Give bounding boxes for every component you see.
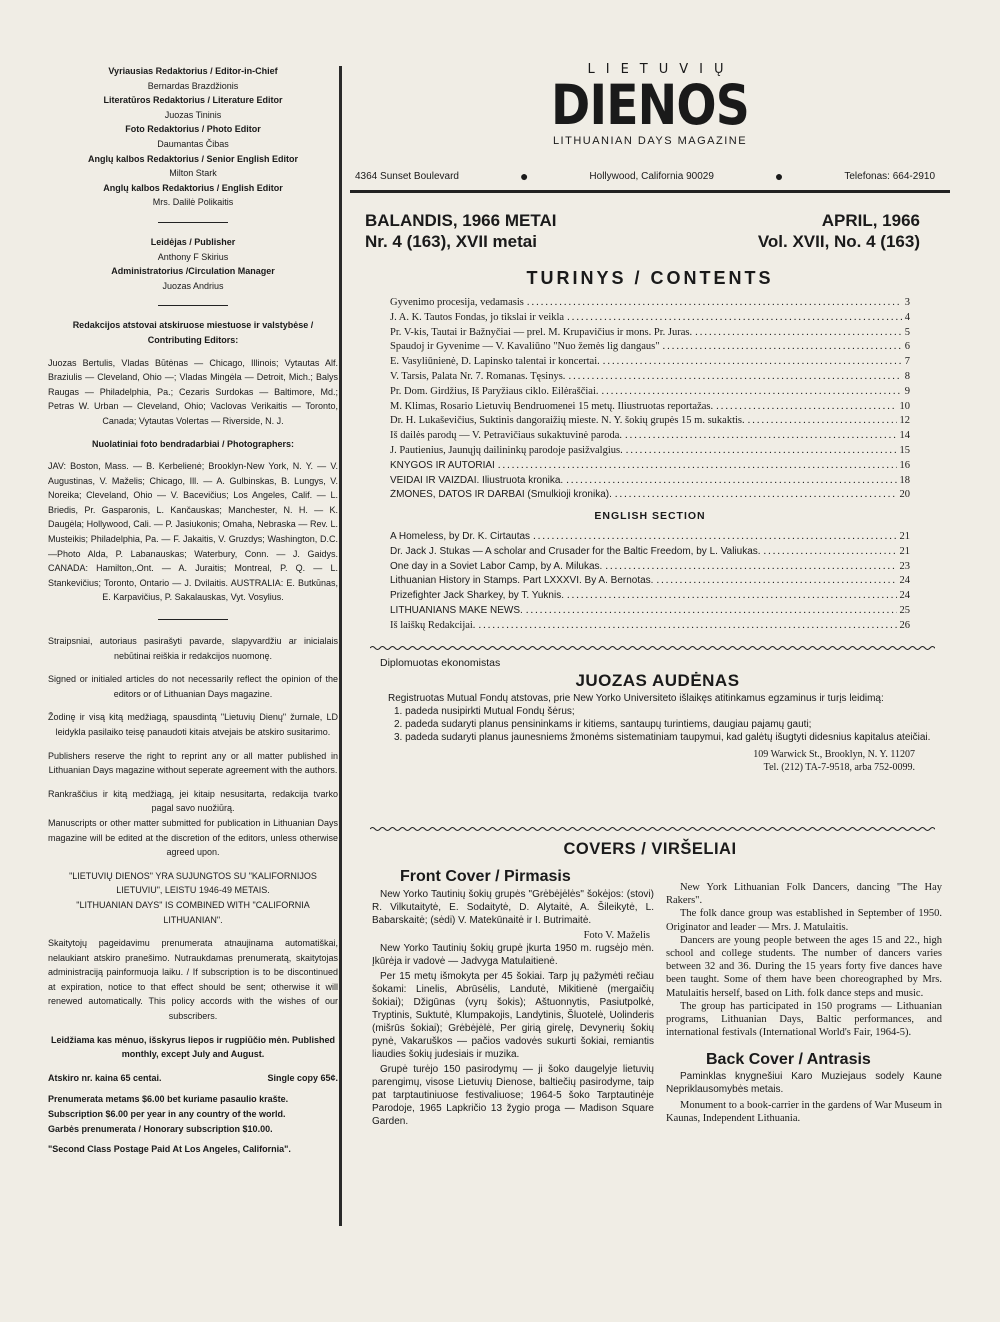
staff-name: Daumantas Čibas <box>157 138 229 149</box>
note-subscription: Skaitytojų pageidavimu prenumerata atnaujinama automatiškai, nelaukiant atskiro pranešimo. Nutraukdamas prenumeratą, skaitytojas administraciją painformuoja laiku. / If subscription is to be discontinued at expiration, notice to that effect should be sent; otherwise it will renewed automatically. This policy accords with the wishes of our subscribers. <box>48 938 338 1022</box>
price-en: Single copy 65¢. <box>267 1072 338 1083</box>
back-cover-caption-en: Monument to a book-carrier in the gardens of War Museum in Kaunas, Independent Lithuania. <box>666 1100 942 1125</box>
contents-item[interactable]: V. Tarsis, Palata Nr. 7. Romanas. Tęsinys. ..... 8 <box>390 371 910 386</box>
staff-role: Anglų kalbos Redaktorius / Senior English Editor <box>87 153 299 164</box>
masthead-logo: DIENOS <box>551 73 749 137</box>
staff-name: Juozas Andrius <box>162 280 224 291</box>
phone-number: Telefonas: 664-2910 <box>844 171 935 182</box>
address-bar <box>355 168 935 184</box>
contents-item[interactable]: Iš dailės parodų — V. Petravičiaus sukaktuvinė paroda. ..... 14 <box>390 430 910 445</box>
editorial-staff <box>48 64 338 210</box>
publisher-block <box>48 235 338 293</box>
issue-date-row <box>365 211 920 231</box>
front-cover-text-en: The group has participated in 150 programs — Lithuanian programs, Lithuanian Days, Baltic performances, and international festivals (International World's Fair, 1964-5). <box>666 1000 942 1039</box>
column-divider <box>339 66 342 1226</box>
issue-date-lt: BALANDIS, 1966 METAI <box>365 211 557 230</box>
covers-title: COVERS / VIRŠELIAI <box>563 840 737 858</box>
staff-name: Milton Stark <box>169 168 217 179</box>
note-lt: Straipsniai, autoriaus pasirašyti pavarde, slapyvardžiu ar inicialais nebūtinai reiškia ir redakcijos nuomonę. <box>48 636 338 661</box>
advertisement <box>380 657 935 774</box>
ad-item: 1. padeda nusipirkti Mutual Fondų šėrus; <box>394 706 575 717</box>
back-cover-heading: Back Cover / Antrasis <box>706 1051 871 1069</box>
subscription-line: Prenumerata metams $6.00 bet kuriame pasaulio krašte. <box>48 1094 289 1105</box>
issue-number-lt: Nr. 4 (163), XVII metai <box>365 232 537 251</box>
staff-column <box>48 64 338 1157</box>
contents-item[interactable]: One day in a Soviet Labor Camp, by A. Milukas. ..... 23 <box>390 561 910 576</box>
bullet-icon: ● <box>774 168 784 184</box>
staff-name: Juozas Tininis <box>164 109 222 120</box>
note-merger: "LIETUVIŲ DIENOS" YRA SUJUNGTOS SU "KALIFORNIJOS LIETUVIU", LEISTU 1946-49 METAIS. "LITHUANIAN DAYS" IS COMBINED WITH "CALIFORNIA LITHUANIAN". <box>69 870 317 925</box>
contents-item[interactable]: J. A. K. Tautos Fondas, jo tikslai ir veikla ..... 4 <box>390 312 910 327</box>
wavy-divider <box>370 826 935 832</box>
staff-role: Literatūros Redaktorius / Literature Editor <box>103 95 283 106</box>
contents-item[interactable]: J. Pautienius, Jaunųjų dailininkų parodoje pasižvalgius. ..... 15 <box>390 445 910 460</box>
english-contents-list <box>390 531 910 635</box>
note-en: Publishers reserve the right to reprint any or all matter published in Lithuanian Days magazine without seperate agreement with the authors. <box>48 750 338 776</box>
staff-name: Bernardas Brazdžionis <box>147 80 239 91</box>
subscription-line: Subscription $6.00 per year in any country of the world. <box>48 1109 286 1120</box>
wavy-divider <box>370 645 935 651</box>
divider <box>158 222 228 223</box>
contributors-heading: Redakcijos atstovai atskiruose miestuose ir valstybėse / Contributing Editors: <box>72 320 314 345</box>
front-cover-text: Grupė turėjo 150 pasirodymų — ji šoko daugelyje lietuvių parengimų, visose Lietuvių Dienose, baltiečių pasirodyme, taip pat tarptautiniuose festivaliuose; 1964-5 šoko Tarptautinėje Parodoje, 1965 Lapkričio 13 žygio proga — Madison Square Garden. <box>372 1064 654 1127</box>
contents-item[interactable]: LITHUANIANS MAKE NEWS. ..... 25 <box>390 605 910 620</box>
postage-note: "Second Class Postage Paid At Los Angeles, California". <box>48 1144 291 1155</box>
bullet-icon: ● <box>519 168 529 184</box>
masthead-rule <box>350 190 950 193</box>
contents-item[interactable]: A Homeless, by Dr. K. Cirtautas ..... 21 <box>390 531 910 546</box>
back-cover-caption-lt: Paminklas knygnešiui Karo Muziejaus sodely Kaune Nepriklausomybės metais. <box>666 1070 942 1095</box>
contents-item[interactable]: Lithuanian History in Stamps. Part LXXXVI. By A. Bernotas. ..... 24 <box>390 575 910 590</box>
staff-name: Anthony F Skirius <box>157 251 229 262</box>
front-cover-text: New Yorko Tautinių šokių grupė įkurta 1950 m. rugsėjo mėn. Įkūrėja ir vadovė — Jadvyga Matulaitienė. <box>372 943 654 967</box>
masthead <box>350 62 950 147</box>
contents-item[interactable]: Prizefighter Jack Sharkey, by T. Yuknis. ..... 24 <box>390 590 910 605</box>
staff-role: Administratorius /Circulation Manager <box>111 266 275 277</box>
issue-number-row <box>365 232 920 252</box>
right-cover-column <box>666 881 942 1125</box>
front-cover-column <box>372 870 654 1130</box>
contents-item[interactable]: Gyvenimo procesija, vedamasis ..... 3 <box>390 297 910 312</box>
english-section-heading: ENGLISH SECTION <box>594 510 706 522</box>
contents-item[interactable]: Iš laiškų Redakcijai. ..... 26 <box>390 620 910 635</box>
subscription-line: Garbės prenumerata / Honorary subscription $10.00. <box>48 1123 273 1134</box>
front-cover-text: Per 15 metų išmokyta per 45 šokiai. Tarp jų pažymėti rečiau šokami: Linelis, Abrūsėlis, Landutė, Mikitienė (mergaičių šokiai); Džigūnas (vyrų šokis); Aštuonnytis, Pasiutpolkė, Tryptinis, Suktutė, Klumpakojis, Landytinis, Šluotelė, Uolinderis (mišrūs šokiai); Grėbėjėlė, Per girią girelę, Devynerių šokių pynė, Vakaruškos — pačios vadovės sukurti šokiai, remiantis liaudies šokių judesiais ir muzika. <box>372 971 654 1060</box>
contents-item[interactable]: Dr. H. Lukaševičius, Suktinis dangoraižių mieste. N. Y. šokių grupės 15 m. sukaktis. ..... 12 <box>390 415 910 430</box>
contents-list <box>390 297 910 504</box>
ad-address: 109 Warwick St., Brooklyn, N. Y. 11207 <box>753 749 915 760</box>
divider <box>158 305 228 306</box>
ad-item: 3. padeda sudaryti planus jaunesniems žmonėms sistematiniam taupymui, kad galėtų išugtyti didesnius kapitalus ateičiai. <box>394 732 931 743</box>
price-lt: Atskiro nr. kaina 65 centai. <box>48 1072 162 1083</box>
photographers-heading: Nuolatiniai foto bendradarbiai / Photographers: <box>91 439 294 450</box>
contents-item[interactable]: ŽMONĖS, DATOS IR DARBAI (Smulkioji kronika). ..... 20 <box>390 489 910 504</box>
ad-item: 2. padeda sudaryti planus pensininkams ir kitiems, santaupų turintiems, daugiau pajamų gauti; <box>394 719 812 730</box>
contents-item[interactable]: Pr. V-kis, Tautai ir Bažnyčiai — prel. M. Krupavičius ir mons. Pr. Juras. ..... 5 <box>390 327 910 342</box>
photo-credit: Foto V. Maželis <box>583 930 650 941</box>
subscription-rates <box>48 1092 338 1136</box>
front-cover-text-en: Dancers are young people between the ages 15 and 22., high school and college students. The number of dancers varies between 32 and 36. During the 15 years forty five dances have been taught. Some of them have been choreographed by Mrs. Matulaitis herself, based on Lith. folk dance steps and music. <box>666 934 942 999</box>
contents-title: TURINYS / CONTENTS <box>526 268 774 288</box>
front-cover-heading: Front Cover / Pirmasis <box>400 868 571 885</box>
ad-text: Registruotas Mutual Fondų atstovas, prie New Yorko Universiteto išlaikęs atitinkamus egzaminus ir turįs leidimą: <box>388 693 884 704</box>
masthead-lietuviu: LIETUVIŲ <box>587 62 735 77</box>
note-lt: Žodinę ir visą kitą medžiagą, spausdintą "Lietuvių Dienų" žurnale, LD leidykla pasilaiko teisę panaudoti kitais atvejais be atskiro susitarimo. <box>48 712 338 737</box>
note-manuscripts: Rankraščius ir kitą medžiagą, jei kitaip nesusitarta, redakcija tvarko pagal savo nuožiūrą. Manuscripts or other matter submitted for publication in Lithuanian Days magazine will be edited at the discretion of the editors, unless otherwise agreed upon. <box>48 788 338 858</box>
price-row <box>48 1071 338 1086</box>
staff-role: Anglų kalbos Redaktorius / English Editor <box>103 182 283 193</box>
contents-item[interactable]: E. Vasyliūnienė, D. Lapinsko talentai ir koncertai. ..... 7 <box>390 356 910 371</box>
staff-role: Foto Redaktorius / Photo Editor <box>125 124 261 135</box>
photographers-text: JAV: Boston, Mass. — B. Kerbelienė; Brooklyn-New York, N. Y. — V. Augustinas, V. Maželis; Chicago, Ill. — A. Gulbinskas, B. Lungys, V. Noreika; Cleveland, Ohio — V. Bacevičius; Los Angeles, Calif. — L. Briedis, Pr. Gasparonis, L. Kančauskas; Manchester, N. H. — K. Daugėla; Hollywood, Cali. — P. Jasiukonis; Omaha, Nebraska — Rev. L. Musteikis; Philadelphia, Pa. — F. Jakaitis, V. Gruzdys; Washington, D.C. —Photo Alda, P. Labanauskas; Waterbury, Conn. — J. Gaidys. CANADA: Hamilton,.Ont. — A. Juraitis; Montreal, P. Q. — L. Stankevičius; Toronto, Ontario — J. Dvilaitis. AUSTRALIA: E. Butkūnas, E. Karpavičius, P. Sakalauskas, Vyt. Vosylius. <box>48 461 338 603</box>
contents-item[interactable]: Dr. Jack J. Stukas — A scholar and Crusader for the Baltic Freedom, by L. Valiukas. ..... 21 <box>390 546 910 561</box>
ad-phone: Tel. (212) TA-7-9518, arba 752-0099. <box>763 762 915 773</box>
contents-item[interactable]: Spaudoj ir Gyvenime — V. Kavaliūno "Nuo žemės lig dangaus" ..... 6 <box>390 341 910 356</box>
street-address: 4364 Sunset Boulevard <box>355 171 459 182</box>
front-cover-caption-en: New York Lithuanian Folk Dancers, dancing "The Hay Rakers". <box>666 882 942 907</box>
staff-role: Vyriausias Redaktorius / Editor-in-Chief <box>108 66 278 76</box>
staff-name: Mrs. Dalilė Polikaitis <box>152 197 234 208</box>
ad-name: JUOZAS AUDĖNAS <box>575 671 740 690</box>
note-en: Signed or initialed articles do not necessarily reflect the opinion of the editors or of Lithuanian Days magazine. <box>48 674 338 699</box>
contents-item[interactable]: KNYGOS IR AUTORIAI ..... 16 <box>390 460 910 475</box>
contributors-text: Juozas Bertulis, Vladas Būtėnas — Chicago, Illinois; Vytautas Alf. Braziulis — Cleveland, Ohio —; Vladas Mingėla — Detroit, Mich.; Balys Raugas — Philadelphia, Pa.; Cezaris Surdokas — Baltimore, Md.; Petras W. Urban — Cleveland, Ohio; Vaclovas Verikaitis — Toronto, Canada; Vytautas Volertas — Riverside, N. J. <box>48 357 338 426</box>
staff-role: Leidėjas / Publisher <box>150 236 236 247</box>
front-cover-text-en: The folk dance group was established in September of 1950. Originator and leader — Mrs. J. Matulaitis. <box>666 908 942 933</box>
contents-item[interactable]: Pr. Dom. Girdžius, Iš Paryžiaus ciklo. Eilėraščiai. ..... 9 <box>390 386 910 401</box>
masthead-subtitle: LITHUANIAN DAYS MAGAZINE <box>552 135 748 147</box>
publication-schedule: Leidžiama kas mėnuo, išskyrus liepos ir rugpiūčio mėn. Published monthly, except July and August. <box>50 1034 336 1060</box>
front-cover-caption: New Yorko Tautinių šokių grupės "Grėbėjėlės" šokėjos: (stovi) R. Vilkutaitytė, E. Sodaitytė, D. Alytaitė, A. Šileikytė, L. Babarskaitė; (sėdi) V. Matekūnaitė ir I. Butrimaitė. <box>372 889 654 926</box>
ad-title: Diplomuotas ekonomistas <box>380 657 501 669</box>
issue-number-en: Vol. XVII, No. 4 (163) <box>757 232 920 251</box>
divider <box>158 619 228 620</box>
city-address: Hollywood, California 90029 <box>589 171 714 182</box>
contents-item[interactable]: M. Klimas, Rosario Lietuvių Bendruomenei 15 metų. Iliustruotas reportažas. ..... 10 <box>390 401 910 416</box>
issue-date-en: APRIL, 1966 <box>821 211 920 230</box>
contents-item[interactable]: VEIDAI IR VAIZDAI. Iliustruota kronika. ..... 18 <box>390 475 910 490</box>
